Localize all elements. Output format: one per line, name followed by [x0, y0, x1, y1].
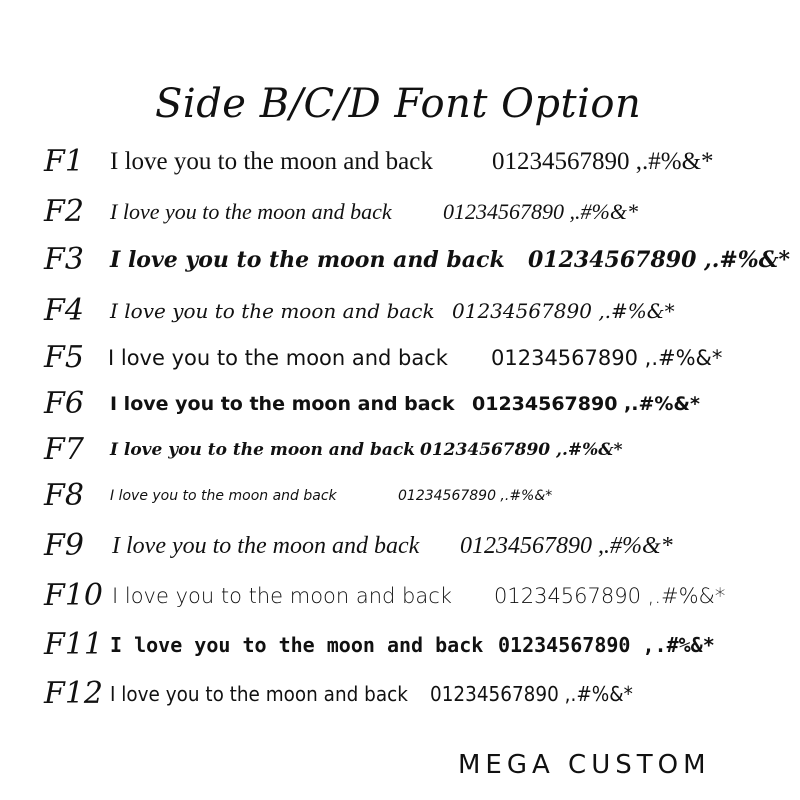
font-label: F11 [44, 627, 103, 662]
font-sample-characters: 01234567890 ,.#%&* [420, 440, 623, 460]
font-sample-phrase: I love you to the moon and back [110, 633, 484, 657]
font-sample-characters: 01234567890 ,.#%&* [494, 584, 726, 608]
font-sample-phrase: I love you to the moon and back [110, 488, 337, 504]
font-sample-characters: 01234567890 ,.#%&* [491, 346, 723, 370]
font-label: F12 [44, 676, 103, 711]
font-sample-characters: 01234567890 ,.#%&* [452, 299, 675, 323]
font-label: F9 [44, 528, 84, 563]
font-sample-phrase: I love you to the moon and back [108, 346, 448, 370]
font-sample-phrase: I love you to the moon and back [110, 393, 455, 415]
font-sample-phrase: I love you to the moon and back [110, 299, 435, 323]
font-label: F4 [44, 293, 84, 328]
font-sample-characters: 01234567890 ,.#%&* [460, 533, 673, 559]
font-label: F2 [44, 194, 84, 229]
font-sample-characters: 01234567890 ,.#%&* [443, 199, 638, 224]
font-label: F7 [44, 432, 84, 467]
font-label: F1 [44, 144, 84, 179]
font-option-row [0, 474, 800, 518]
font-label: F6 [44, 386, 84, 421]
font-label: F3 [44, 242, 84, 277]
font-sample-phrase: I love you to the moon and back [110, 440, 415, 460]
font-option-row [0, 672, 800, 716]
font-label: F5 [44, 340, 84, 375]
font-option-row [0, 238, 800, 282]
font-sample-characters: 01234567890 ,.#%&* [498, 633, 715, 657]
font-sample-phrase: I love you to the moon and back [110, 247, 505, 273]
font-sample-characters: 01234567890 ,.#%&* [492, 148, 714, 175]
font-sample-characters: 01234567890 ,.#%&* [398, 488, 553, 504]
font-option-row [0, 524, 800, 568]
font-sample-phrase: I love you to the moon and back [112, 533, 420, 559]
font-option-row [0, 140, 800, 184]
font-option-row [0, 336, 800, 380]
font-sample-characters: 01234567890 ,.#%&* [472, 393, 700, 415]
font-option-row [0, 574, 800, 618]
font-sample-phrase: I love you to the moon and back [110, 682, 408, 706]
font-label: F8 [44, 478, 84, 513]
font-option-row [0, 623, 800, 667]
font-option-row [0, 382, 800, 426]
font-sample-phrase: I love you to the moon and back [110, 199, 392, 224]
font-option-row [0, 190, 800, 234]
font-sample-characters: 01234567890 ,.#%&* [430, 682, 633, 706]
font-option-row [0, 289, 800, 333]
font-label: F10 [44, 578, 103, 613]
font-sample-phrase: I love you to the moon and back [112, 584, 452, 608]
font-sample-characters: 01234567890 ,.#%&* [528, 247, 791, 273]
brand-name: MEGA CUSTOM [458, 750, 711, 780]
font-sample-phrase: I love you to the moon and back [110, 148, 433, 175]
page-title: Side B/C/D Font Option [155, 81, 642, 127]
font-option-row [0, 428, 800, 472]
